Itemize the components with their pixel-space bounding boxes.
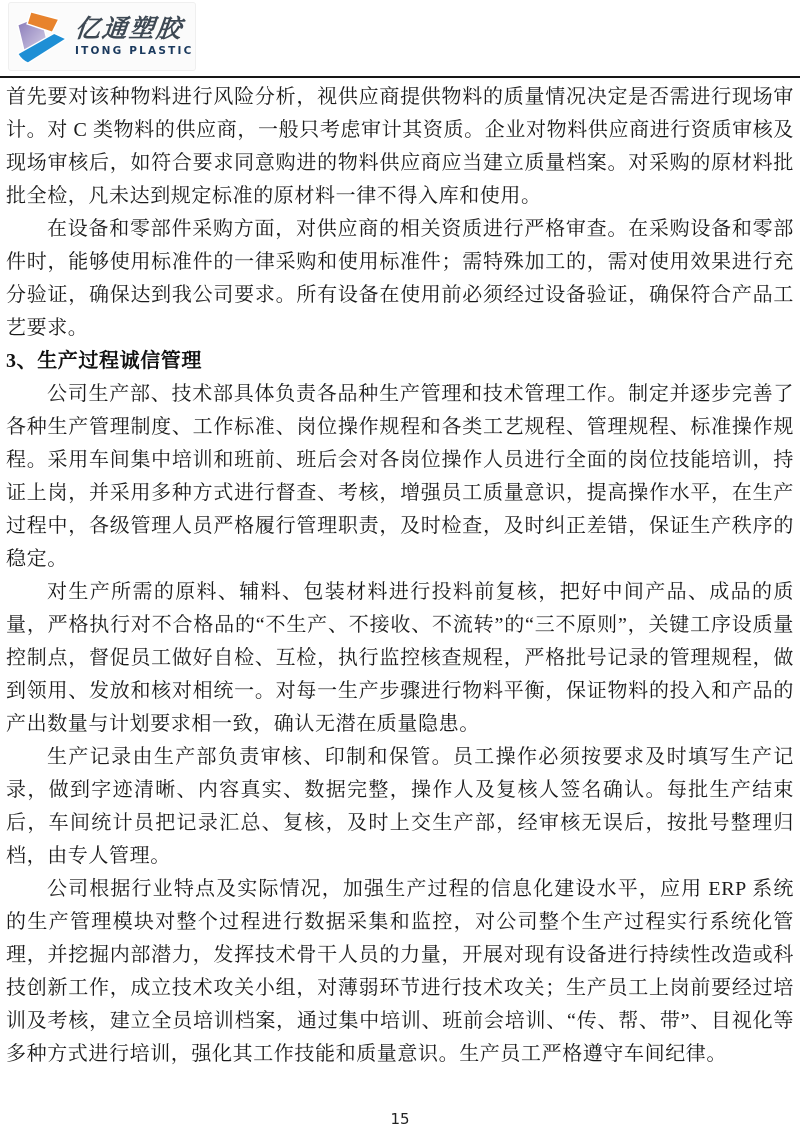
paragraph-erp-training: 公司根据行业特点及实际情况，加强生产过程的信息化建设水平，应用 ERP 系统的生产管理模块对整个过程进行数据采集和监控，对公司整个生产过程实行系统化管理，并挖掘内部潜力，发挥技术骨干人员的力量，开展对现有设备进行持续性改造或科技创新工作，成立技术攻关小组，对薄弱环节进行技术攻关；生产员工上岗前要经过培训及考核，建立全员培训档案，通过集中培训、班前会培训、“传、帮、带”、目视化等多种方式进行培训，强化其工作技能和质量意识。生产员工严格遵守车间纪律。 (6, 878, 794, 1065)
document-body (6, 81, 794, 1071)
header-divider (0, 76, 800, 78)
paragraph-material-risk: 首先要对该种物料进行风险分析，视供应商提供物料的质量情况决定是否需进行现场审计。对 C 类物料的供应商，一般只考虑审计其资质。企业对物料供应商进行资质审核及现场审核后，如符合要求同意购进的物料供应商应当建立质量档案。对采购的原材料批批全检，凡未达到规定标准的原材料一律不得入库和使用。 (6, 86, 794, 207)
paragraph-material-check: 对生产所需的原料、辅料、包装材料进行投料前复核，把好中间产品、成品的质量，严格执行对不合格品的“不生产、不接收、不流转”的“三不原则”，关键工序设质量控制点，督促员工做好自检、互检，执行监控核查规程，严格批号记录的管理规程，做到领用、发放和核对相统一。对每一生产步骤进行物料平衡，保证物料的投入和产品的产出数量与计划要求相一致，确认无潜在质量隐患。 (6, 581, 794, 735)
section-heading-production-integrity: 3、生产过程诚信管理 (6, 350, 202, 372)
logo-name-cn: 亿通塑胶 (73, 14, 185, 43)
logo-text (73, 14, 194, 57)
company-logo (8, 2, 196, 71)
logo-name-en: ITONG PLASTIC (75, 44, 194, 57)
page-number: 15 (390, 1110, 410, 1128)
paragraph-production-records: 生产记录由生产部负责审核、印制和保管。员工操作必须按要求及时填写生产记录，做到字迹清晰、内容真实、数据完整，操作人及复核人签名确认。每批生产结束后，车间统计员把记录汇总、复核，及时上交生产部，经审核无误后，按批号整理归档，由专人管理。 (6, 746, 794, 867)
paragraph-production-management: 公司生产部、技术部具体负责各品种生产管理和技术管理工作。制定并逐步完善了各种生产管理制度、工作标准、岗位操作规程和各类工艺规程、管理规程、标准操作规程。采用车间集中培训和班前、班后会对各岗位操作人员进行全面的岗位技能培训，持证上岗，并采用多种方式进行督查、考核，增强员工质量意识，提高操作水平，在生产过程中，各级管理人员严格履行管理职责，及时检查，及时纠正差错，保证生产秩序的稳定。 (6, 383, 794, 570)
logo-mark-icon (14, 8, 70, 66)
paragraph-equipment-procurement: 在设备和零部件采购方面，对供应商的相关资质进行严格审查。在采购设备和零部件时，能够使用标准件的一律采购和使用标准件；需特殊加工的，需对使用效果进行充分验证，确保达到我公司要求。所有设备在使用前必须经过设备验证，确保符合产品工艺要求。 (6, 218, 794, 339)
